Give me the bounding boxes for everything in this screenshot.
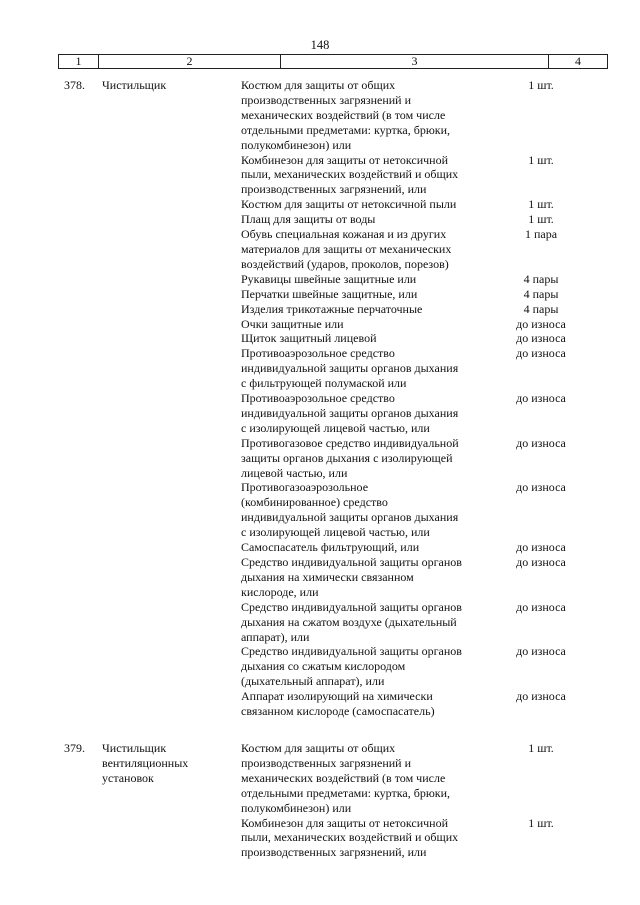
table-row (0, 78, 640, 719)
list-item (241, 644, 601, 689)
list-item (241, 480, 601, 540)
item-name: Костюм для защиты от общих производственных загрязнений и механических воздействий (в том числе отдельными предметами: куртка, брюки, полукомбинезон) или (241, 740, 451, 815)
item-name: Средство индивидуальной защиты органов дыхания на сжатом воздухе (дыхательный аппарат), или (241, 599, 462, 644)
header-col-1: 1 (59, 55, 99, 68)
list-item (241, 540, 601, 555)
list-item (241, 153, 601, 198)
item-name: Плащ для защиты от воды (241, 212, 376, 227)
list-item (241, 197, 601, 212)
list-item (241, 346, 601, 391)
item-name: Противогазоаэрозольное (комбинированное) средство индивидуальной защиты органов дыхания с изолирующей лицевой частью, или (241, 480, 459, 540)
entries-list (0, 78, 640, 882)
item-name: Противоаэрозольное средство индивидуальной защиты органов дыхания с фильтрующей полумаской или (241, 346, 459, 391)
item-quantity: до износа (516, 689, 566, 704)
list-item (241, 816, 601, 861)
item-name: Рукавицы швейные защитные или (241, 271, 417, 286)
item-quantity: до износа (516, 540, 566, 555)
list-item (241, 287, 601, 302)
item-name: Средство индивидуальной защиты органов дыхания со сжатым кислородом (дыхательный аппарат), или (241, 644, 462, 689)
list-item (241, 689, 601, 719)
item-quantity: до износа (516, 346, 566, 361)
item-name: Аппарат изолирующий на химически связанном кислороде (самоспасатель) (241, 689, 435, 719)
item-name: Средство индивидуальной защиты органов дыхания на химически связанном кислороде, или (241, 555, 462, 599)
item-quantity: 1 шт. (528, 212, 554, 227)
item-name: Комбинезон для защиты от нетоксичной пыли, механических воздействий и общих производственных загрязнений, или (241, 152, 459, 197)
item-name: Костюм для защиты от нетоксичной пыли (241, 197, 457, 212)
item-quantity: до износа (516, 599, 566, 614)
entry-number: 378. (64, 78, 85, 92)
item-quantity: до износа (516, 391, 566, 406)
list-item (241, 272, 601, 287)
item-quantity: 1 шт. (528, 197, 554, 212)
item-quantity: 1 шт. (528, 152, 554, 167)
list-item (241, 555, 601, 600)
header-col-2: 2 (99, 55, 281, 68)
item-quantity: 1 пара (524, 227, 558, 242)
item-quantity: до износа (516, 316, 566, 331)
header-col-3: 3 (281, 55, 549, 68)
item-name: Изделия трикотажные перчаточные (241, 301, 423, 316)
item-name: Перчатки швейные защитные, или (241, 286, 418, 301)
item-quantity: 4 пары (523, 301, 559, 316)
list-item (241, 317, 601, 332)
item-quantity: до износа (516, 644, 566, 659)
item-quantity: до износа (516, 555, 566, 569)
item-name: Костюм для защиты от общих производственных загрязнений и механических воздействий (в том числе отдельными предметами: куртка, брюки, полукомбинезон) или (241, 78, 451, 152)
list-item (241, 600, 601, 645)
profession-name: Чистильщик вентиляционных установок (102, 740, 189, 785)
list-item (241, 78, 601, 153)
item-quantity: 4 пары (523, 286, 559, 301)
page-number: 148 (310, 38, 330, 52)
item-name: Обувь специальная кожаная и из других материалов для защиты от механических воздействий (ударов, проколов, порезов) (241, 227, 452, 271)
item-quantity: 1 шт. (528, 815, 554, 830)
list-item (241, 227, 601, 272)
list-item (241, 212, 601, 227)
item-quantity: до износа (516, 435, 566, 450)
list-item (241, 741, 601, 816)
profession-name: Чистильщик (102, 78, 167, 92)
item-name: Противоаэрозольное средство индивидуальной защиты органов дыхания с изолирующей лицевой частью, или (241, 391, 459, 435)
item-name: Очки защитные или (241, 316, 344, 331)
header-col-4: 4 (575, 54, 581, 68)
list-item (241, 391, 601, 436)
ppe-list (241, 78, 601, 719)
table-row (0, 741, 640, 860)
item-quantity: до износа (516, 480, 566, 495)
list-item (241, 436, 601, 481)
item-name: Комбинезон для защиты от нетоксичной пыли, механических воздействий и общих производственных загрязнений, или (241, 815, 459, 860)
list-item (241, 331, 601, 346)
item-quantity: 1 шт. (528, 740, 554, 755)
ppe-list (241, 741, 601, 860)
entry-number: 379. (64, 740, 85, 755)
item-quantity: 1 шт. (528, 78, 554, 92)
item-quantity: до износа (516, 331, 566, 346)
list-item (241, 302, 601, 317)
item-name: Противогазовое средство индивидуальной защиты органов дыхания с изолирующей лицевой частью, или (241, 435, 459, 480)
table-header (58, 54, 608, 69)
item-quantity: 4 пары (523, 271, 559, 286)
item-name: Щиток защитный лицевой (241, 331, 377, 346)
item-name: Самоспасатель фильтрующий, или (241, 540, 420, 555)
